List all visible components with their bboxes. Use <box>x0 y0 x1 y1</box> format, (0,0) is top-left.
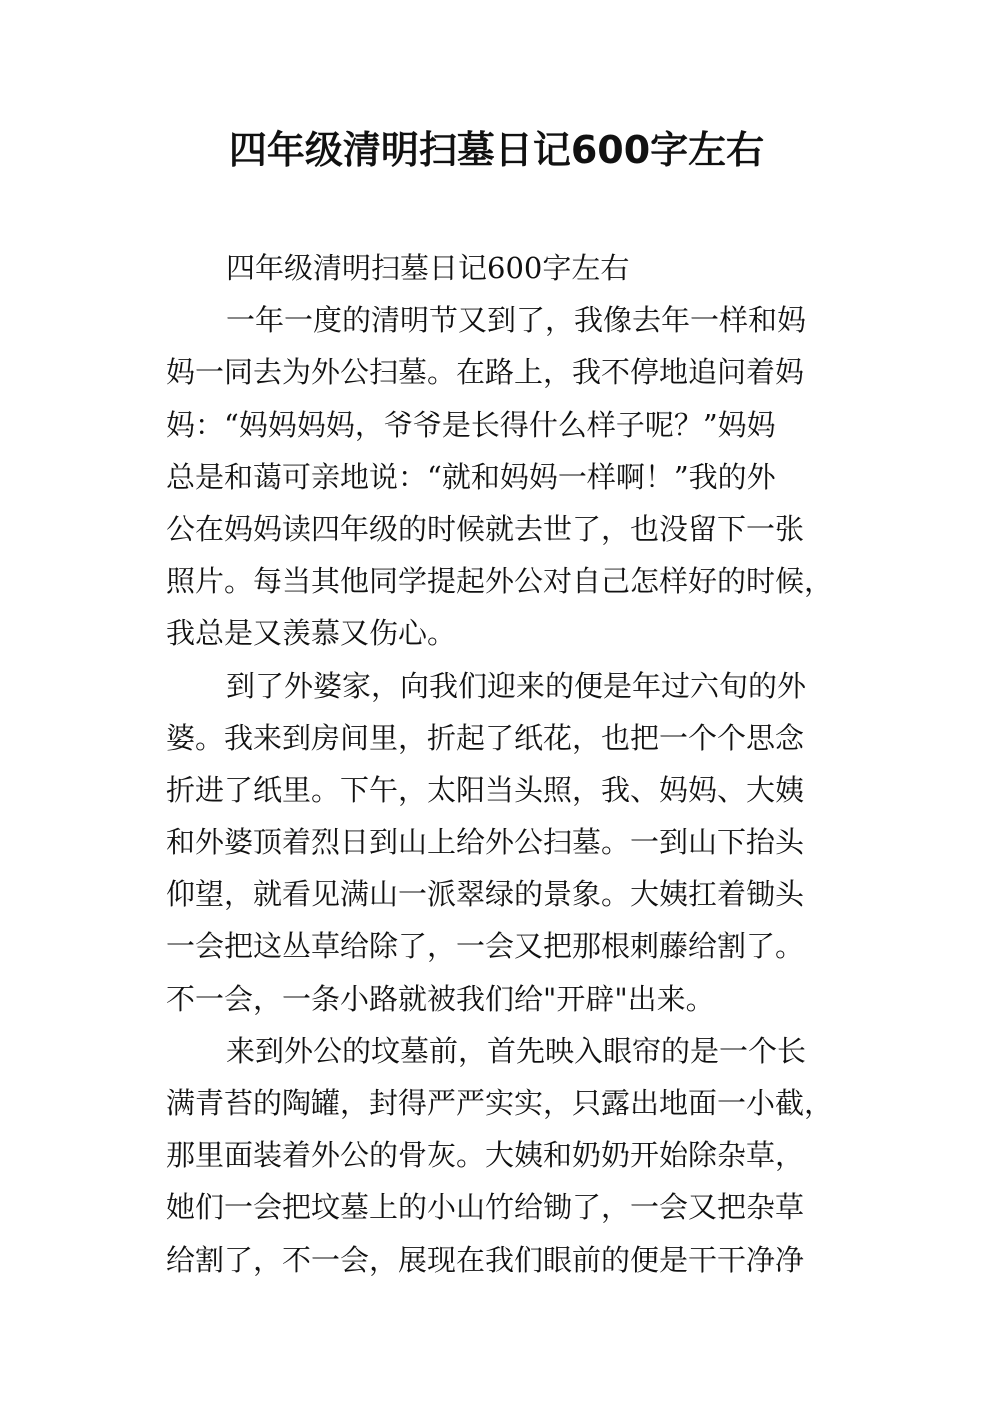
text-line: 和外婆顶着烈日到山上给外公扫墓。一到山下抬头 <box>166 825 805 860</box>
text-line: 不一会，一条小路就被我们给"开辟"出来。 <box>166 981 715 1016</box>
text-line: 给割了，不一会，展现在我们眼前的便是干干净净 <box>166 1242 805 1277</box>
text-line: 妈：“妈妈妈妈，爷爷是长得什么样子呢？”妈妈 <box>166 407 776 442</box>
text-line: 来到外公的坟墓前，首先映入眼帘的是一个长 <box>226 1033 807 1068</box>
text-line: 照片。每当其他同学提起外公对自己怎样好的时候， <box>166 564 834 599</box>
text-line: 妈一同去为外公扫墓。在路上，我不停地追问着妈 <box>166 355 805 390</box>
text-line: 满青苔的陶罐，封得严严实实，只露出地面一小截， <box>166 1086 834 1120</box>
text-line: 那里面装着外公的骨灰。大姨和奶奶开始除杂草， <box>166 1138 805 1173</box>
text-line: 四年级清明扫墓日记600字左右 <box>226 251 630 285</box>
text-line: 婆。我来到房间里，折起了纸花，也把一个个思念 <box>166 720 805 755</box>
text-line: 总是和蔼可亲地说：“就和妈妈一样啊！”我的外 <box>166 459 776 494</box>
text-line: 公在妈妈读四年级的时候就去世了，也没留下一张 <box>166 511 805 546</box>
text-line: 仰望，就看见满山一派翠绿的景象。大姨扛着锄头 <box>166 877 805 912</box>
text-line: 一会把这丛草给除了，一会又把那根刺藤给割了。 <box>166 929 805 964</box>
document-body <box>166 242 866 1286</box>
text-line: 她们一会把坟墓上的小山竹给锄了，一会又把杂草 <box>166 1190 805 1225</box>
text-line: 到了外婆家，向我们迎来的便是年过六旬的外 <box>226 668 807 703</box>
text-line: 我总是又羡慕又伤心。 <box>166 616 457 651</box>
text-line: 折进了纸里。下午，太阳当头照，我、妈妈、大姨 <box>166 772 805 807</box>
text-line: 一年一度的清明节又到了，我像去年一样和妈 <box>226 303 807 338</box>
document-title: 四年级清明扫墓日记600字左右 <box>228 128 765 172</box>
